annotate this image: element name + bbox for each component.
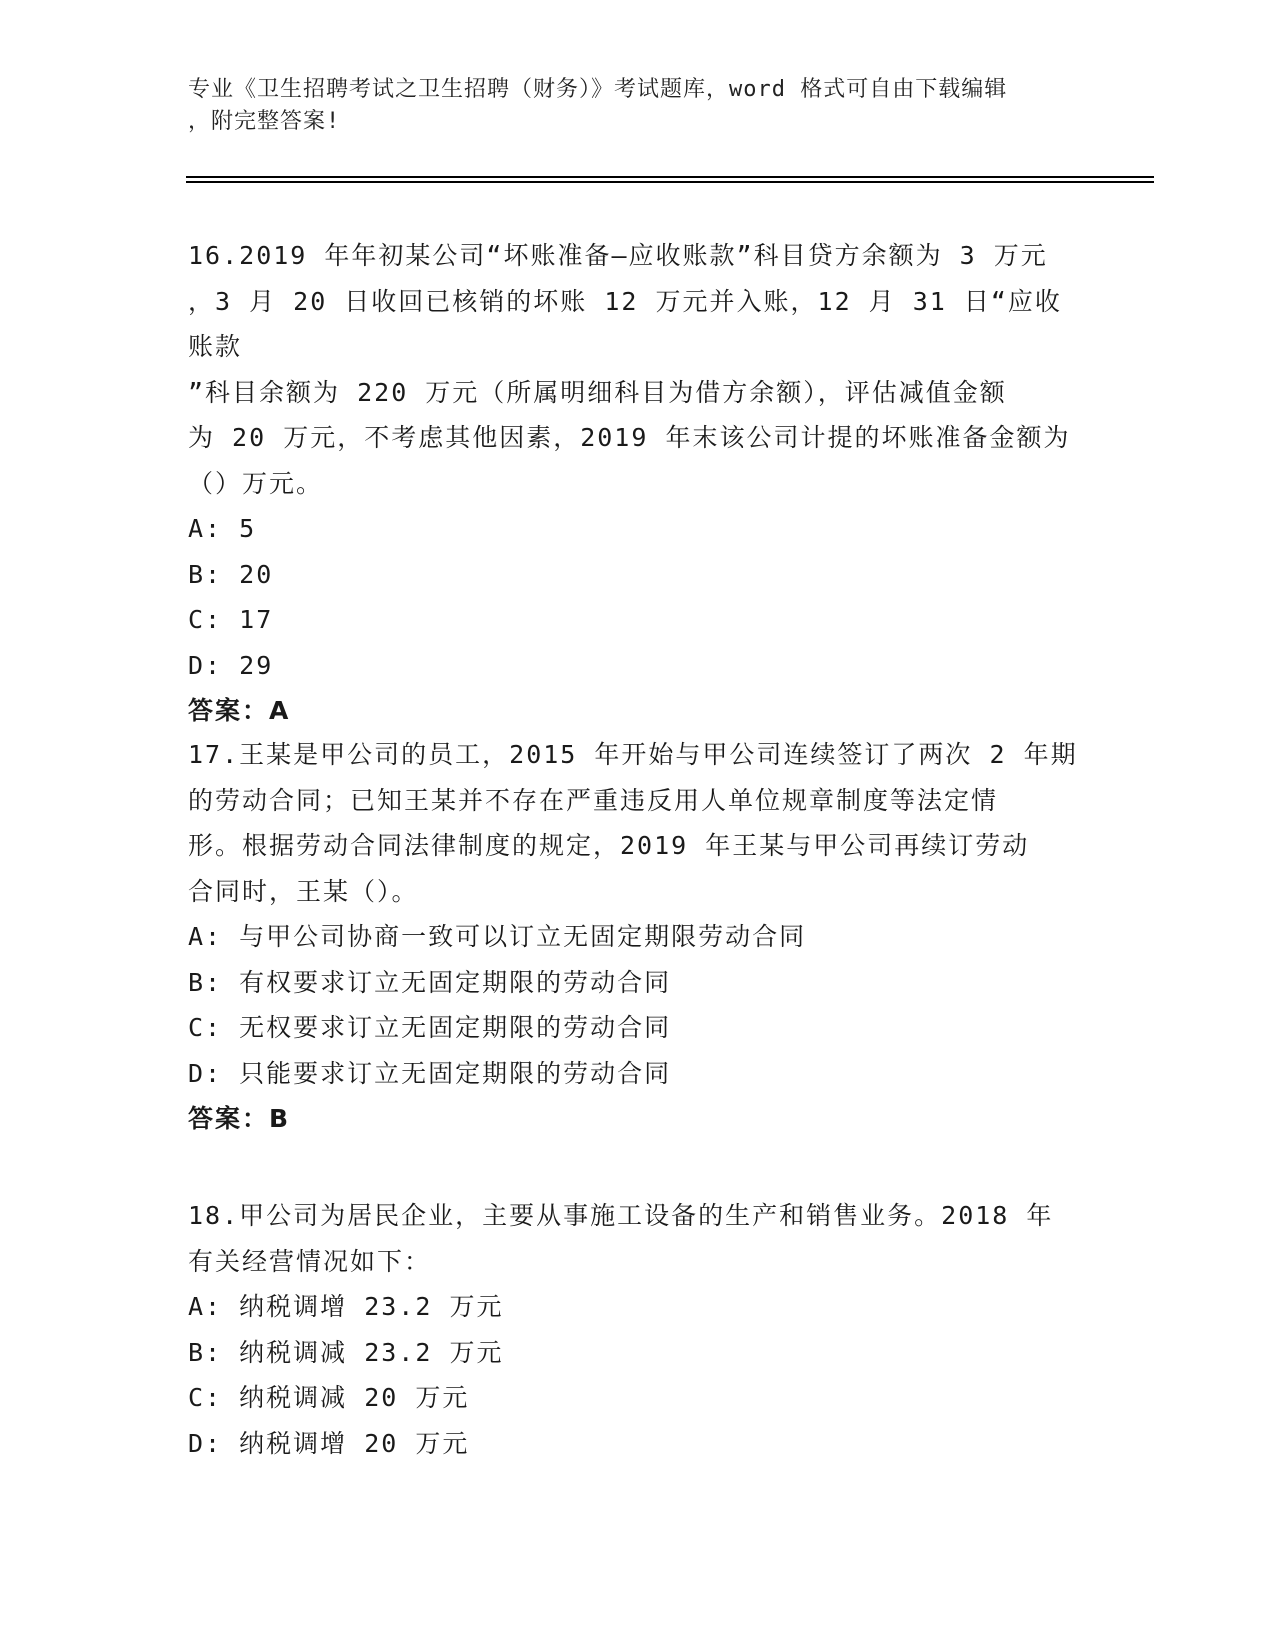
answer: 答案：B [188,1104,291,1133]
option-d: D: 29 [188,650,274,680]
option-a: A: 纳税调增 23.2 万元 [188,1292,504,1321]
question-18 [188,1193,1088,1466]
option-c: C: 无权要求订立无固定期限的劳动合同 [188,1013,672,1042]
option-c: C: 纳税调减 20 万元 [188,1383,470,1412]
header-divider-bottom [186,181,1154,183]
option-b: B: 有权要求订立无固定期限的劳动合同 [188,967,672,997]
option-c: C: 17 [188,605,274,634]
option-b: B: 纳税调减 23.2 万元 [188,1337,504,1367]
question-16 [188,233,1088,734]
question-17 [188,732,1088,1142]
option-d: D: 只能要求订立无固定期限的劳动合同 [188,1058,672,1088]
option-a: A: 与甲公司协商一致可以订立无固定期限劳动合同 [188,922,807,951]
question-text: 18.甲公司为居民企业，主要从事施工设备的生产和销售业务。2018 年 有关经营情况如下： [188,1201,1054,1276]
question-text: 17.王某是甲公司的员工，2015 年开始与甲公司连续签订了两次 2 年期 的劳动合同；已知王某并不存在严重违反用人单位规章制度等法定情 形。根据劳动合同法律制度的规定，2019 年王某与甲公司再续订劳动 合同时，王某（）。 [188,740,1078,906]
option-b: B: 20 [188,559,274,589]
answer: 答案：A [188,696,291,725]
option-d: D: 纳税调增 20 万元 [188,1428,470,1458]
option-a: A: 5 [188,514,257,543]
header-divider-top [186,176,1154,178]
header-line-1: 专业《卫生招聘考试之卫生招聘（财务）》考试题库，word 格式可自由下载编辑 [188,77,1008,102]
header-line-2: ，附完整答案! [188,109,341,134]
question-text: 16.2019 年年初某公司“坏账准备—应收账款”科目贷方余额为 3 万元 ，3 月 20 日收回已核销的坏账 12 万元并入账，12 月 31 日“应收账款 ”科目余额为 220 万元（所属明细科目为借方余额），评估减值金额 为 20 万元，不考虑其他因素，2019 年末该公司计提的坏账准备金额为 （）万元。 [188,241,1071,498]
document-header [188,74,1068,138]
